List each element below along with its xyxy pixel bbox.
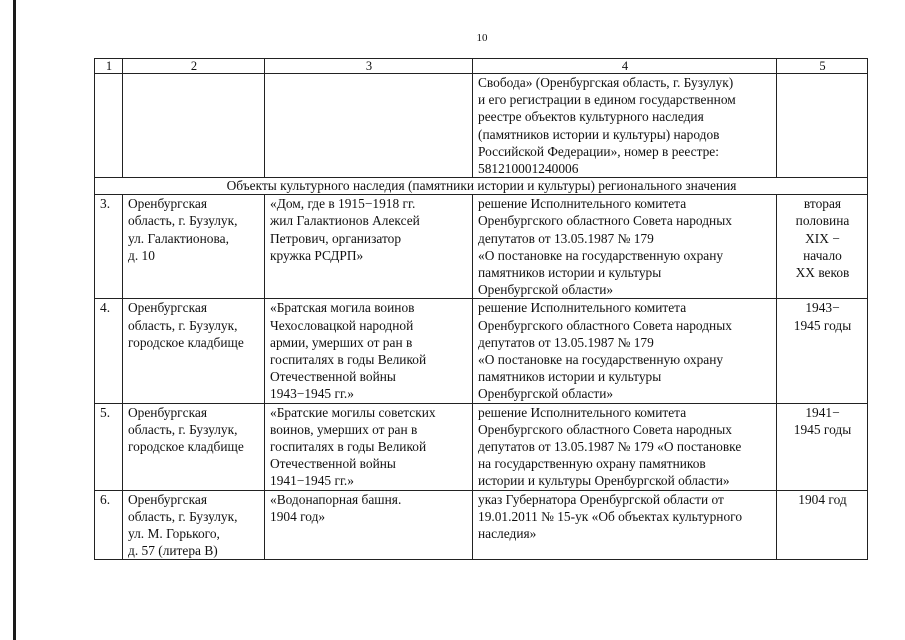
row-number: 3. [95,195,123,299]
table-row [95,195,868,299]
dating-cell: 1943− 1945 годы [777,299,868,403]
location-cell: Оренбургская область, г. Бузулук, городское кладбище [123,299,265,403]
scan-edge-line [13,0,16,640]
heritage-registry-table [94,58,868,560]
location-cell: Оренбургская область, г. Бузулук, ул. Галактионова, д. 10 [123,195,265,299]
column-number: 4 [473,59,777,74]
page-number: 10 [476,32,488,44]
dating-cell: 1941− 1945 годы [777,403,868,490]
dating-cell: вторая половина XIX − начало XX веков [777,195,868,299]
table-row [95,490,868,560]
protection-document-cell: указ Губернатора Оренбургской области от 19.01.2011 № 15-ук «Об объектах культурного наследия» [473,490,777,560]
object-name-cell: «Братские могилы советских воинов, умерших от ран в госпиталях в годы Великой Отечественной войны 1941−1945 гг.» [265,403,473,490]
protection-document-cell: решение Исполнительного комитета Оренбургского областного Совета народных депутатов от 13.05.1987 № 179 «О постановке на государственную охрану памятников истории и культуры Оренбургской области» [473,403,777,490]
row-number: 4. [95,299,123,403]
continuation-text: Свобода» (Оренбургская область, г. Бузулук) и его регистрации в едином государственном реестре объектов культурного наследия (памятников истории и культуры) народов Российской Федерации», номер в реестре: 581210001240006 [473,74,777,178]
continuation-row [95,74,868,178]
section-heading-row [95,178,868,195]
table-row [95,403,868,490]
column-number: 1 [95,59,123,74]
column-number: 5 [777,59,868,74]
protection-document-cell: решение Исполнительного комитета Оренбургского областного Совета народных депутатов от 13.05.1987 № 179 «О постановке на государственную охрану памятников истории и культуры Оренбургской области» [473,299,777,403]
object-name-cell: «Водонапорная башня. 1904 год» [265,490,473,560]
table-row [95,299,868,403]
section-title: Объекты культурного наследия (памятники истории и культуры) регионального значения [95,178,868,195]
column-number: 3 [265,59,473,74]
protection-document-cell: решение Исполнительного комитета Оренбургского областного Совета народных депутатов от 13.05.1987 № 179 «О постановке на государственную охрану памятников истории и культуры Оренбургской области» [473,195,777,299]
row-number: 6. [95,490,123,560]
dating-cell: 1904 год [777,490,868,560]
location-cell: Оренбургская область, г. Бузулук, городское кладбище [123,403,265,490]
object-name-cell: «Братская могила воинов Чехословацкой народной армии, умерших от ран в госпиталях в годы Великой Отечественной войны 1943−1945 гг.» [265,299,473,403]
object-name-cell: «Дом, где в 1915−1918 гг. жил Галактионов Алексей Петрович, организатор кружка РСДРП» [265,195,473,299]
row-number: 5. [95,403,123,490]
column-number: 2 [123,59,265,74]
column-number-row [95,59,868,74]
location-cell: Оренбургская область, г. Бузулук, ул. М. Горького, д. 57 (литера В) [123,490,265,560]
